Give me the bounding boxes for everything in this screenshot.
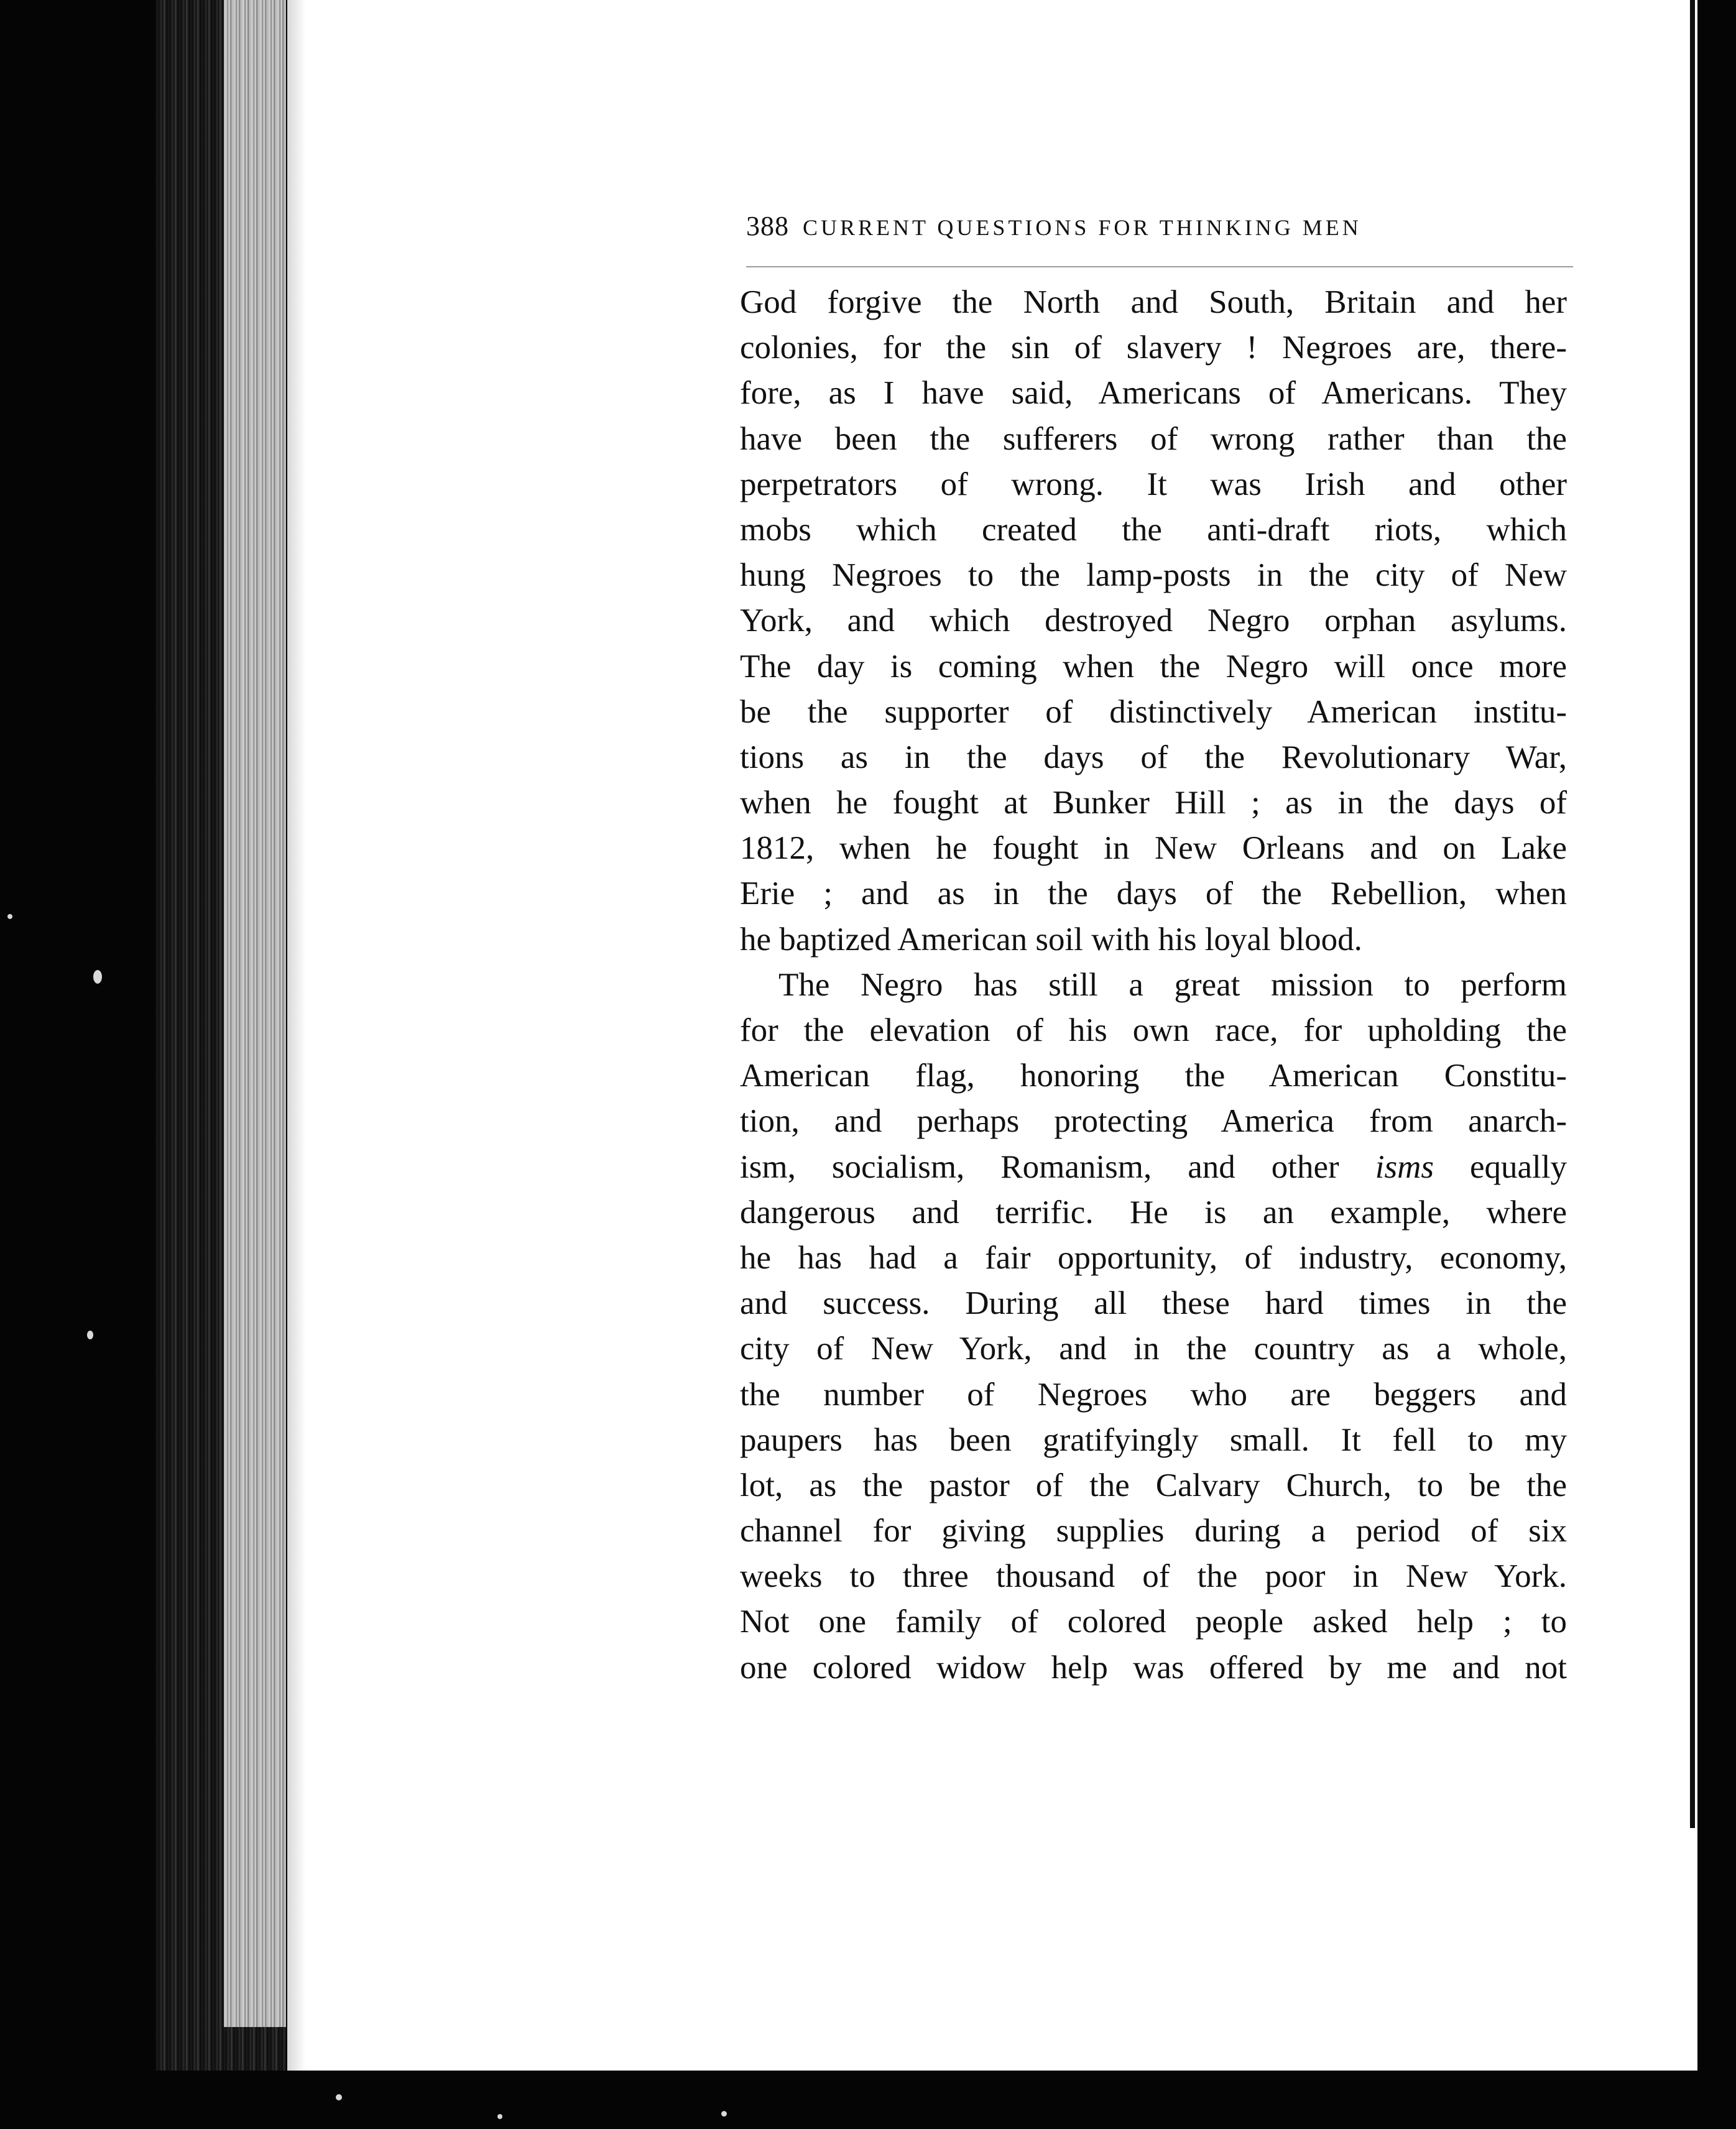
book-page-edges-highlight (224, 0, 286, 2027)
text-line: channel for giving supplies during a period of six (740, 1513, 1567, 1549)
running-title: CURRENT QUESTIONS FOR THINKING MEN (803, 215, 1362, 240)
scan-speck (87, 1331, 93, 1339)
text-line: Not one family of colored people asked help ; to (740, 1604, 1567, 1640)
text-line: colonies, for the sin of slavery ! Negroes are, there- (740, 330, 1567, 366)
text-line: the number of Negroes who are beggers and (740, 1376, 1567, 1413)
body-text (740, 280, 1567, 1691)
text-segment: equally (1433, 1148, 1567, 1185)
text-line: The Negro has still a great mission to perform (778, 966, 1567, 1003)
text-line: hung Negroes to the lamp-posts in the city of New (740, 557, 1567, 594)
page-right-edge (1690, 0, 1695, 1828)
text-line: tions as in the days of the Revolutionary War, (740, 739, 1567, 775)
paragraph-1 (740, 280, 1567, 963)
page-number: 388 (746, 211, 789, 241)
gutter-shadow (287, 0, 306, 2071)
text-line: one colored widow help was offered by me and not (740, 1649, 1567, 1686)
text-line: he has had a fair opportunity, of industry, economy, (740, 1239, 1567, 1276)
scan-speck (497, 2114, 502, 2119)
text-line: American flag, honoring the American Constitu- (740, 1058, 1567, 1094)
text-line: have been the sufferers of wrong rather than the (740, 420, 1567, 457)
text-line: for the elevation of his own race, for upholding the (740, 1012, 1567, 1048)
text-line: weeks to three thousand of the poor in New York. (740, 1558, 1567, 1595)
text-line: and success. During all these hard times in the (740, 1285, 1567, 1322)
text-line-with-italic (740, 1145, 1567, 1190)
text-line: Erie ; and as in the days of the Rebellion, when (740, 875, 1567, 912)
scan-speck (7, 914, 12, 919)
italic-word: isms (1375, 1148, 1434, 1185)
scan-speck (93, 970, 102, 984)
text-line: fore, as I have said, Americans of Americans. They (740, 375, 1567, 412)
scan-speck (721, 2111, 727, 2117)
text-line: be the supporter of distinctively American institu- (740, 693, 1567, 730)
text-line: God forgive the North and South, Britain and her (740, 284, 1567, 320)
text-line: he baptized American soil with his loyal blood. (740, 921, 1362, 958)
text-line: paupers has been gratifyingly small. It fell to my (740, 1421, 1567, 1458)
text-line: perpetrators of wrong. It was Irish and other (740, 466, 1567, 502)
text-line: dangerous and terrific. He is an example, where (740, 1194, 1567, 1231)
text-line: mobs which created the anti-draft riots, which (740, 511, 1567, 548)
paragraph-2 (740, 963, 1567, 1691)
text-segment: ism, socialism, Romanism, and other (740, 1148, 1375, 1185)
running-head (746, 210, 1573, 242)
text-line: city of New York, and in the country as a whole, (740, 1331, 1567, 1367)
text-line: 1812, when he fought in New Orleans and on Lake (740, 830, 1567, 867)
text-line: when he fought at Bunker Hill ; as in the days of (740, 785, 1567, 821)
text-line: York, and which destroyed Negro orphan asylums. (740, 603, 1567, 639)
text-line: The day is coming when the Negro will once more (740, 648, 1567, 685)
text-line: lot, as the pastor of the Calvary Church, to be the (740, 1467, 1567, 1503)
header-rule (746, 266, 1573, 267)
scan-speck (336, 2094, 342, 2100)
text-line: tion, and perhaps protecting America from anarch- (740, 1103, 1567, 1140)
